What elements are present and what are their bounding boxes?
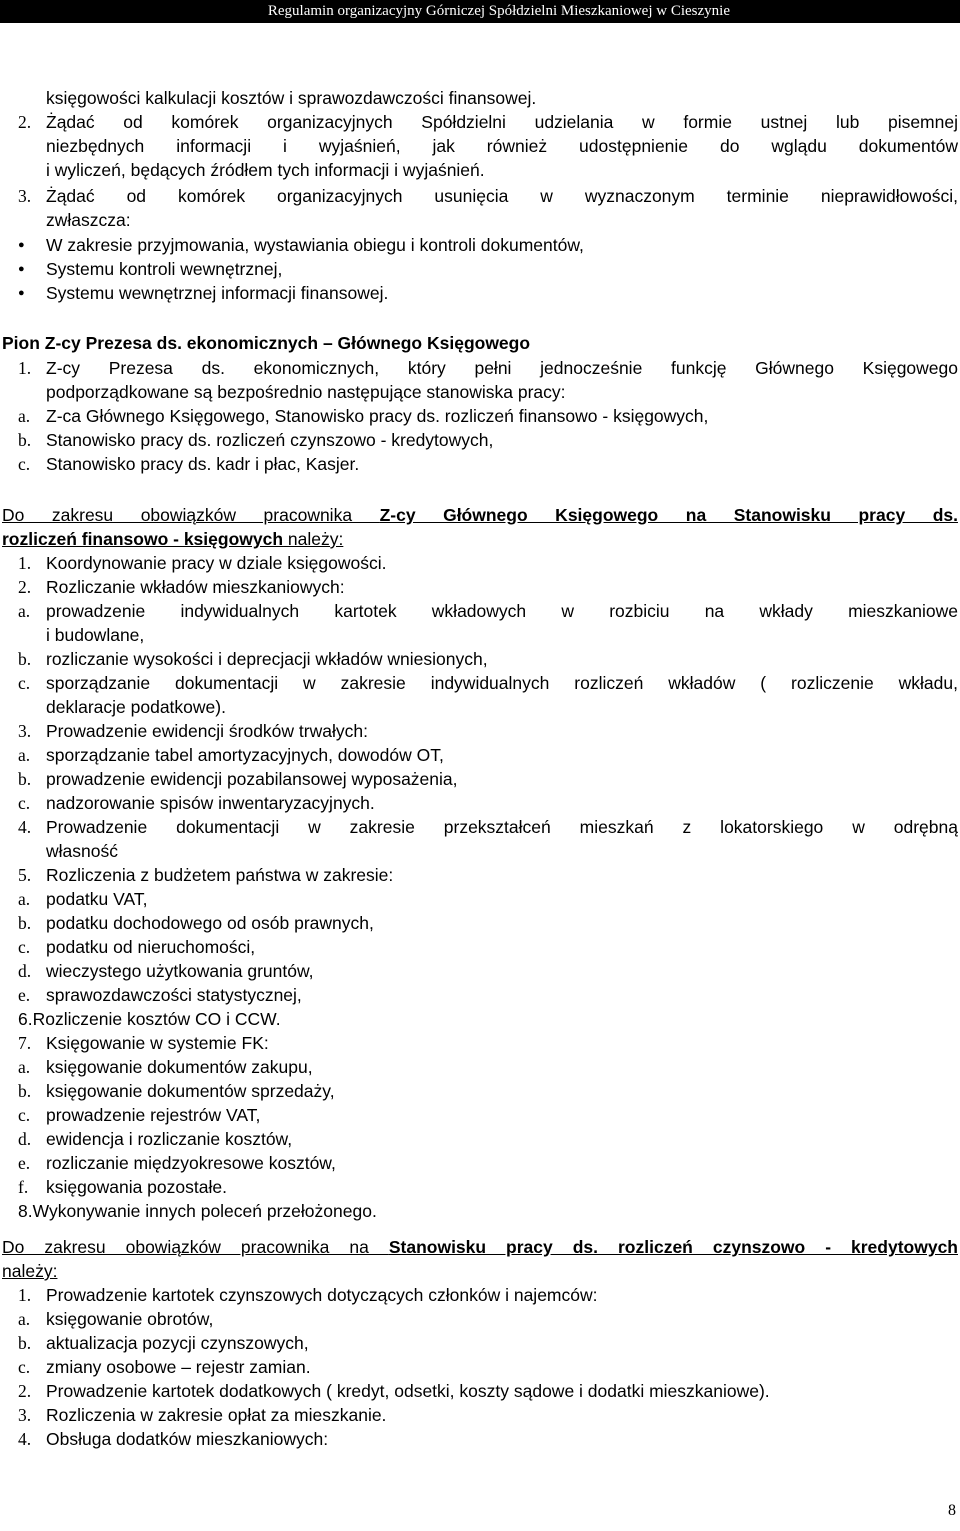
list-number: c. bbox=[18, 793, 31, 813]
line-text: księgowanie dokumentów zakupu, bbox=[46, 1057, 313, 1077]
list-number: a. bbox=[18, 1309, 31, 1329]
list-item bbox=[0, 551, 960, 575]
list-item bbox=[0, 719, 960, 743]
list-number: 3. bbox=[18, 186, 32, 206]
line-text: 6.Rozliczenie kosztów CO i CCW. bbox=[18, 1009, 281, 1029]
list-number: 2. bbox=[18, 1381, 32, 1401]
line-text: Do zakresu obowiązków pracownika Z-cy Głównego Księgowego na Stanowisku pracy ds. bbox=[2, 505, 958, 525]
list-number: e. bbox=[18, 985, 31, 1005]
line-text: 8.Wykonywanie innych poleceń przełożonego. bbox=[18, 1201, 377, 1221]
list-number: c. bbox=[18, 454, 31, 474]
list-item bbox=[0, 575, 960, 599]
line-text: księgowania pozostałe. bbox=[46, 1177, 227, 1197]
text-line bbox=[0, 184, 960, 208]
list-item bbox=[0, 887, 960, 911]
text-line bbox=[0, 86, 960, 110]
list-item bbox=[0, 983, 960, 1007]
list-number: f. bbox=[18, 1177, 29, 1197]
line-text: rozliczeń finansowo - księgowych należy: bbox=[2, 529, 344, 549]
list-item bbox=[0, 1427, 960, 1451]
list-item bbox=[0, 1355, 960, 1379]
list-number: 1. bbox=[18, 553, 32, 573]
line-text: aktualizacja pozycji czynszowych, bbox=[46, 1333, 309, 1353]
list-number: 5. bbox=[18, 865, 32, 885]
list-item bbox=[0, 1007, 960, 1031]
list-number: 4. bbox=[18, 1429, 32, 1449]
text-line bbox=[0, 404, 960, 428]
list-item bbox=[0, 1127, 960, 1151]
list-item bbox=[0, 959, 960, 983]
line-text: Prowadzenie kartotek czynszowych dotyczących członków i najemców: bbox=[46, 1285, 598, 1305]
list-item bbox=[0, 863, 960, 887]
list-item bbox=[0, 623, 960, 647]
line-text: ewidencja i rozliczanie kosztów, bbox=[46, 1129, 293, 1149]
bullet-item bbox=[0, 281, 960, 305]
list-item bbox=[0, 1331, 960, 1355]
line-text: Obsługa dodatków mieszkaniowych: bbox=[46, 1429, 329, 1449]
list-number: 1. bbox=[18, 1285, 32, 1305]
line-text: księgowanie dokumentów sprzedaży, bbox=[46, 1081, 335, 1101]
list-item bbox=[0, 1199, 960, 1223]
line-text: należy: bbox=[2, 1261, 58, 1281]
list-item bbox=[0, 791, 960, 815]
line-text: sporządzanie tabel amortyzacyjnych, dowodów OT, bbox=[46, 745, 444, 765]
list-number: b. bbox=[18, 913, 32, 933]
list-number: b. bbox=[18, 769, 32, 789]
list-number: 4. bbox=[18, 817, 32, 837]
line-text: prowadzenie indywidualnych kartotek wkładowych w rozbiciu na wkłady mieszkaniowe bbox=[46, 601, 958, 621]
list-number: c. bbox=[18, 673, 31, 693]
list-item bbox=[0, 647, 960, 671]
line-text: Stanowisko pracy ds. rozliczeń czynszowo - kredytowych, bbox=[46, 430, 494, 450]
line-text: Rozliczenia w zakresie opłat za mieszkanie. bbox=[46, 1405, 387, 1425]
line-text: niezbędnych informacji i wyjaśnień, jak również udostępnienie do wglądu dokumentów bbox=[46, 136, 958, 156]
list-number: 3. bbox=[18, 721, 32, 741]
bullet-icon: ● bbox=[18, 287, 25, 299]
text-line bbox=[0, 428, 960, 452]
list-item bbox=[0, 1103, 960, 1127]
list-item bbox=[0, 935, 960, 959]
line-text: Prowadzenie kartotek dodatkowych ( kredyt, odsetki, koszty sądowe i dodatki mieszkaniowe). bbox=[46, 1381, 770, 1401]
section-heading bbox=[0, 1235, 960, 1259]
list-number: a. bbox=[18, 889, 31, 909]
list-number: e. bbox=[18, 1153, 31, 1173]
line-text: Pion Z-cy Prezesa ds. ekonomicznych – Głównego Księgowego bbox=[2, 333, 531, 353]
line-text: nadzorowanie spisów inwentaryzacyjnych. bbox=[46, 793, 375, 813]
page-header bbox=[0, 0, 960, 23]
line-text: podatku VAT, bbox=[46, 889, 148, 909]
bullet-item bbox=[0, 233, 960, 257]
list-number: 2. bbox=[18, 112, 32, 132]
header-title: Regulamin organizacyjny Górniczej Spółdzielni Mieszkaniowej w Cieszynie bbox=[267, 3, 730, 19]
line-text: Do zakresu obowiązków pracownika na Stanowisku pracy ds. rozliczeń czynszowo - kredytowych bbox=[2, 1237, 958, 1257]
line-text: Systemu wewnętrznej informacji finansowej. bbox=[46, 283, 389, 303]
list-number: c. bbox=[18, 1105, 31, 1125]
section-heading bbox=[0, 503, 960, 527]
list-number: b. bbox=[18, 1333, 32, 1353]
list-item bbox=[0, 1031, 960, 1055]
line-text: zmiany osobowe – rejestr zamian. bbox=[46, 1357, 311, 1377]
line-text: prowadzenie ewidencji pozabilansowej wyposażenia, bbox=[46, 769, 458, 789]
line-text: rozliczanie międzyokresowe kosztów, bbox=[46, 1153, 336, 1173]
line-text: Prowadzenie dokumentacji w zakresie przekształceń mieszkań z lokatorskiego w odrębną bbox=[46, 817, 958, 837]
line-text: deklaracje podatkowe). bbox=[46, 697, 226, 717]
list-item bbox=[0, 1175, 960, 1199]
line-text: prowadzenie rejestrów VAT, bbox=[46, 1105, 261, 1125]
line-text: Rozliczanie wkładów mieszkaniowych: bbox=[46, 577, 345, 597]
text-line bbox=[0, 110, 960, 134]
list-number: c. bbox=[18, 937, 31, 957]
list-number: b. bbox=[18, 649, 32, 669]
list-number: a. bbox=[18, 406, 31, 426]
line-text: i budowlane, bbox=[46, 625, 145, 645]
line-text: wieczystego użytkowania gruntów, bbox=[46, 961, 314, 981]
list-item bbox=[0, 767, 960, 791]
text-line bbox=[0, 208, 960, 232]
line-text: zwłaszcza: bbox=[46, 210, 131, 230]
section-heading bbox=[0, 527, 960, 551]
list-number: d. bbox=[18, 961, 32, 981]
line-text: Stanowisko pracy ds. kadr i płac, Kasjer. bbox=[46, 454, 360, 474]
list-item bbox=[0, 1055, 960, 1079]
line-text: Systemu kontroli wewnętrznej, bbox=[46, 259, 283, 279]
list-item bbox=[0, 1151, 960, 1175]
section-heading bbox=[0, 1259, 960, 1283]
line-text: Koordynowanie pracy w dziale księgowości. bbox=[46, 553, 387, 573]
list-number: 7. bbox=[18, 1033, 32, 1053]
list-item bbox=[0, 743, 960, 767]
page-number: 8 bbox=[948, 1502, 956, 1519]
list-item bbox=[0, 1283, 960, 1307]
line-text: podporządkowane są bezpośrednio następujące stanowiska pracy: bbox=[46, 382, 566, 402]
list-item bbox=[0, 839, 960, 863]
list-number: b. bbox=[18, 1081, 32, 1101]
text-line bbox=[0, 158, 960, 182]
text-line bbox=[0, 356, 960, 380]
bullet-icon: ● bbox=[18, 263, 25, 275]
list-number: 3. bbox=[18, 1405, 32, 1425]
list-number: b. bbox=[18, 430, 32, 450]
list-item bbox=[0, 1307, 960, 1331]
list-item bbox=[0, 695, 960, 719]
list-item bbox=[0, 1079, 960, 1103]
line-text: podatku dochodowego od osób prawnych, bbox=[46, 913, 374, 933]
line-text: rozliczanie wysokości i deprecjacji wkładów wniesionych, bbox=[46, 649, 488, 669]
line-text: podatku od nieruchomości, bbox=[46, 937, 256, 957]
line-text: Rozliczenia z budżetem państwa w zakresie: bbox=[46, 865, 394, 885]
line-text: księgowości kalkulacji kosztów i sprawozdawczości finansowej. bbox=[46, 88, 537, 108]
bullet-item bbox=[0, 257, 960, 281]
list-number: a. bbox=[18, 1057, 31, 1077]
line-text: Żądać od komórek organizacyjnych usunięcia w wyznaczonym terminie nieprawidłowości, bbox=[46, 186, 958, 206]
line-text: Z-cy Prezesa ds. ekonomicznych, który pełni jednocześnie funkcję Głównego Księgowego bbox=[46, 358, 958, 378]
text-line bbox=[0, 380, 960, 404]
list-number: d. bbox=[18, 1129, 32, 1149]
line-text: Księgowanie w systemie FK: bbox=[46, 1033, 269, 1053]
line-text: Prowadzenie ewidencji środków trwałych: bbox=[46, 721, 368, 741]
line-text: sprawozdawczości statystycznej, bbox=[46, 985, 302, 1005]
list-number: c. bbox=[18, 1357, 31, 1377]
list-item bbox=[0, 1403, 960, 1427]
list-item bbox=[0, 1379, 960, 1403]
list-number: a. bbox=[18, 745, 31, 765]
line-text: Żądać od komórek organizacyjnych Spółdzielni udzielania w formie ustnej lub pisemnej bbox=[46, 112, 958, 132]
line-text: własność bbox=[46, 841, 118, 861]
line-text: W zakresie przyjmowania, wystawiania obiegu i kontroli dokumentów, bbox=[46, 235, 584, 255]
line-text: i wyliczeń, będących źródłem tych informacji i wyjaśnień. bbox=[46, 160, 485, 180]
list-item bbox=[0, 671, 960, 695]
text-line bbox=[0, 452, 960, 476]
line-text: księgowanie obrotów, bbox=[46, 1309, 214, 1329]
list-item bbox=[0, 815, 960, 839]
list-item bbox=[0, 911, 960, 935]
line-text: Z-ca Głównego Księgowego, Stanowisko pracy ds. rozliczeń finansowo - księgowych, bbox=[46, 406, 709, 426]
list-item bbox=[0, 599, 960, 623]
list-number: a. bbox=[18, 601, 31, 621]
bullet-icon: ● bbox=[18, 239, 25, 251]
text-line bbox=[0, 134, 960, 158]
list-number: 2. bbox=[18, 577, 32, 597]
section-heading bbox=[0, 331, 960, 355]
list-number: 1. bbox=[18, 358, 32, 378]
line-text: sporządzanie dokumentacji w zakresie indywidualnych rozliczeń wkładów ( rozliczenie wkładu, bbox=[46, 673, 958, 693]
